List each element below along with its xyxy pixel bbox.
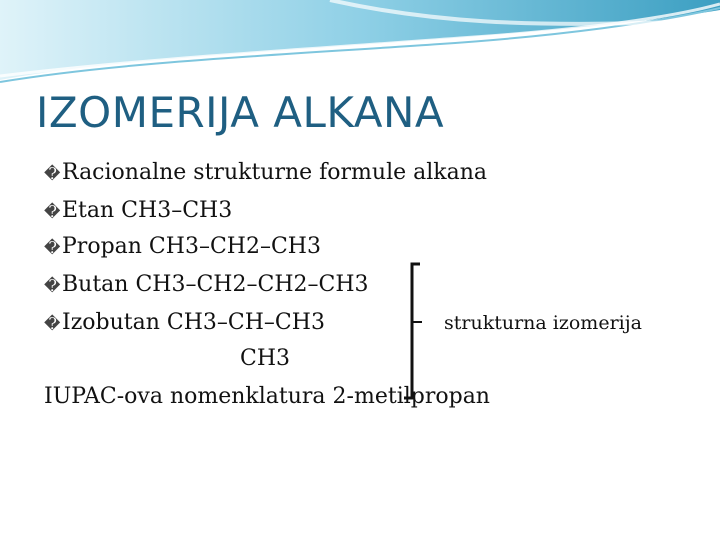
isomer-bracket <box>400 262 430 400</box>
bullet-icon: � <box>44 314 61 333</box>
list-item-text: Propan CH3–CH2–CH3 <box>62 234 321 259</box>
list-item <box>44 160 487 187</box>
structural-isomerism-label: strukturna izomerija <box>444 312 642 334</box>
slide-title: IZOMERIJA ALKANA <box>36 88 445 137</box>
iupac-name: IUPAC-ova nomenklatura 2-metilpropan <box>44 384 490 409</box>
list-item-text: Etan CH3–CH3 <box>62 198 233 223</box>
bullet-icon: � <box>44 238 61 257</box>
branch-group: CH3 <box>240 346 291 371</box>
bullet-icon: � <box>44 164 61 183</box>
list-item <box>44 272 369 299</box>
bullet-icon: � <box>44 276 61 295</box>
list-item-text: Izobutan CH3–CH–CH3 <box>62 310 325 335</box>
list-item <box>44 310 325 337</box>
list-item-text: Racionalne strukturne formule alkana <box>62 160 488 185</box>
bullet-icon: � <box>44 202 61 221</box>
header-wave-decoration <box>0 0 720 90</box>
list-item <box>44 234 321 261</box>
list-item-text: Butan CH3–CH2–CH2–CH3 <box>62 272 369 297</box>
list-item <box>44 198 232 225</box>
